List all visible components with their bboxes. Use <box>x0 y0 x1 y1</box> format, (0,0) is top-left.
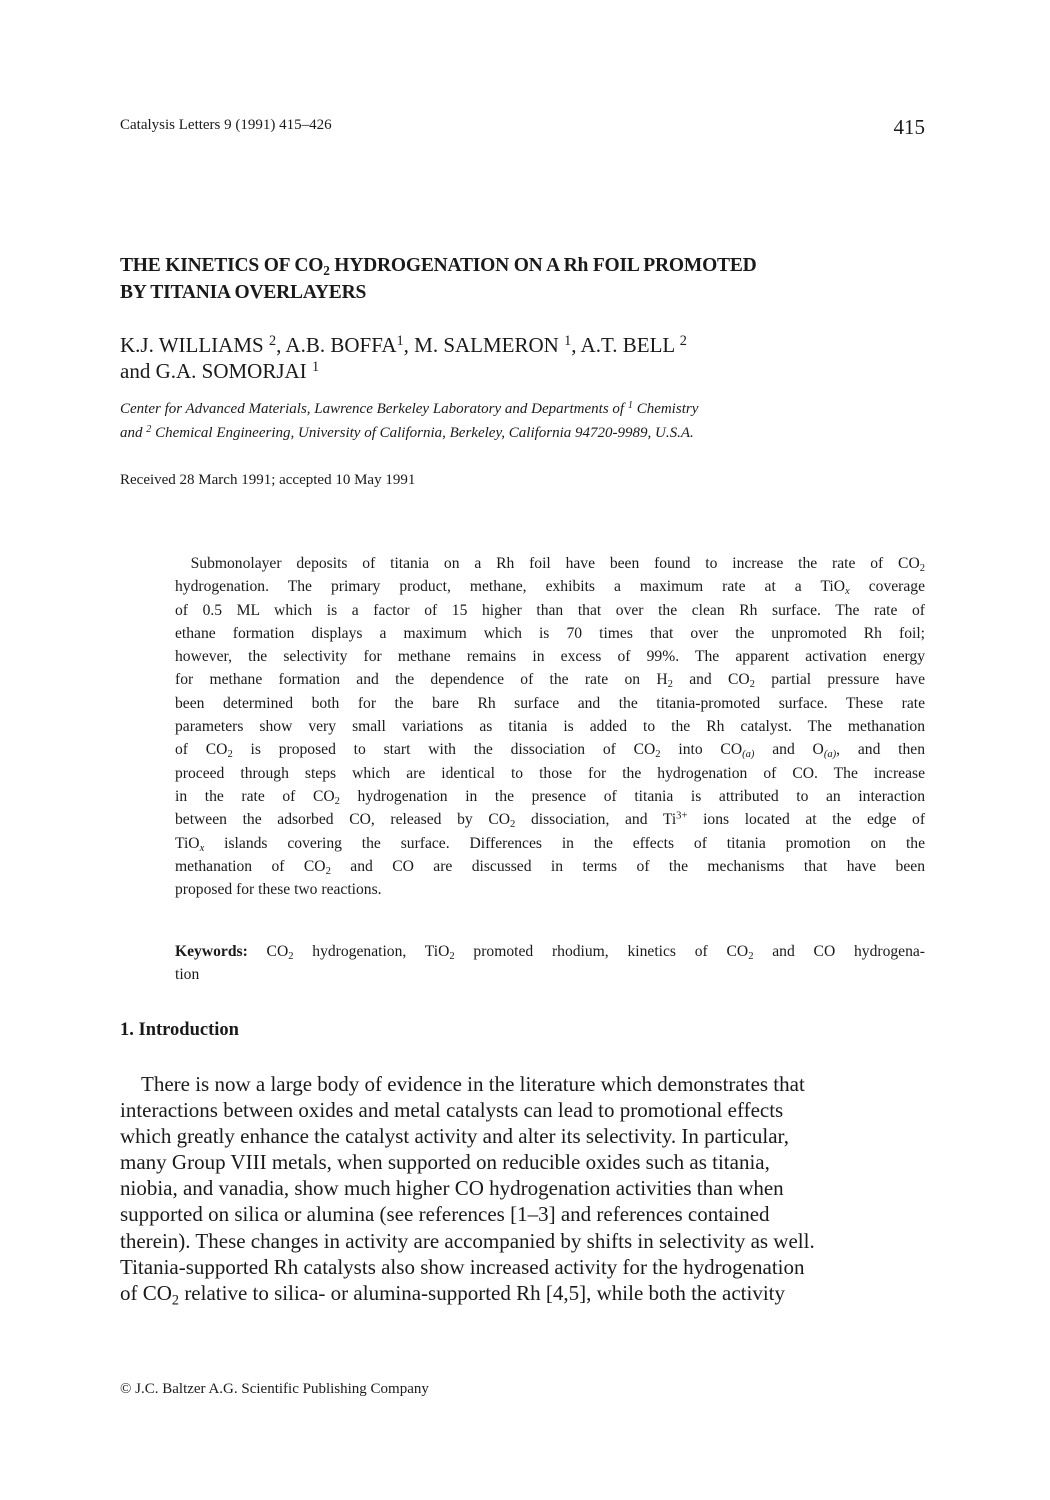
superscript: 2 <box>679 332 687 349</box>
superscript: 1 <box>396 332 404 349</box>
subscript: (a) <box>823 749 837 761</box>
text-line: parameters show very small variations as titania is added to the Rh catalyst. The methanation <box>175 718 925 736</box>
text-line: Titania-supported Rh catalysts also show increased activity for the hydrogenation <box>120 1254 805 1279</box>
text-line: proceed through steps which are identical to those for the hydrogenation of CO. The increase <box>175 764 925 782</box>
superscript: 1 <box>564 332 572 349</box>
paper-title <box>120 252 925 306</box>
subscript: (a) <box>742 749 755 761</box>
text-line: tion <box>175 966 200 984</box>
text-line: therein). These changes in activity are accompanied by shifts in selectivity as well. <box>120 1228 815 1253</box>
text-line: supported on silica or alumina (see references [1–3] and references contained <box>120 1202 770 1227</box>
text-line: THE KINETICS OF $CO_2$ HYDROGENATION ON A Rh FOIL PROMOTED <box>120 255 757 278</box>
text-line: hydrogenation. The primary product, methane, exhibits a maximum rate at a TiO$_x$ coverage <box>175 578 925 598</box>
text-line: Center for Advanced Materials, Lawrence Berkeley Laboratory and Departments of $^1$ Chemistry <box>120 399 699 417</box>
text-line: Submonolayer deposits of titania on a Rh foil have been found to increase the rate of $CO_2$ <box>175 555 925 575</box>
text-line: many Group VIII metals, when supported on reducible oxides such as titania, <box>120 1150 770 1175</box>
subscript: 2 <box>748 951 754 963</box>
subscript: 2 <box>325 866 331 878</box>
text-line: in the rate of $CO_2$ hydrogenation in the presence of titania is attributed to an interaction <box>175 787 925 808</box>
superscript: 1 <box>627 399 633 411</box>
page-number: 415 <box>893 115 925 139</box>
text-line: interactions between oxides and metal catalysts can lead to promotional effects <box>120 1098 784 1123</box>
text-line: and $^2$ Chemical Engineering, University of California, Berkeley, California 94720-9989, U.S.A. <box>120 423 694 441</box>
subscript: 2 <box>919 563 925 575</box>
text-line: of $CO_2$ is proposed to start with the dissociation of $CO_2$ into $CO_{(a)}$ and $O_{(a)}$, and then <box>175 741 926 761</box>
text-line: BY TITANIA OVERLAYERS <box>120 282 367 303</box>
text-line: proposed for these two reactions. <box>175 881 382 899</box>
subscript: 2 <box>323 262 330 278</box>
text-line: and G.A. SOMORJAI $^1$ <box>120 358 320 383</box>
text-line: K.J. WILLIAMS $^2$, A.B. BOFFA$^1$, M. SALMERON $^1$, A.T. BELL $^2$ <box>120 332 687 357</box>
subscript: 2 <box>749 679 755 691</box>
text-line: Keywords: $CO_2$ hydrogenation, TiO$_2$ promoted rhodium, kinetics of $CO_2$ and CO hydrogena- <box>175 943 926 963</box>
text-line: which greatly enhance the catalyst activity and alter its selectivity. In particular, <box>120 1124 789 1149</box>
keywords-label: Keywords: <box>175 943 248 960</box>
copyright-footer: © J.C. Baltzer A.G. Scientific Publishing Company <box>120 1381 429 1397</box>
subscript: x <box>199 842 205 854</box>
superscript: 1 <box>311 358 320 375</box>
running-head: Catalysis Letters 9 (1991) 415–426 <box>120 117 332 133</box>
section-heading-introduction: 1. Introduction <box>120 1020 239 1040</box>
received-dates: Received 28 March 1991; accepted 10 May 1991 <box>120 472 416 488</box>
text-line: There is now a large body of evidence in the literature which demonstrates that <box>120 1072 805 1096</box>
text-line: TiO$_x$ islands covering the surface. Differences in the effects of titania promotion on the <box>175 834 925 854</box>
subscript: x <box>845 586 850 598</box>
author-list <box>120 332 687 384</box>
affiliation <box>120 397 698 445</box>
superscript: 2 <box>268 332 277 349</box>
text-line: between the adsorbed CO, released by $CO_2$ dissociation, and $Ti^{3+}$ ions located at the edge of <box>175 810 926 831</box>
subscript: 2 <box>171 1292 180 1309</box>
introduction-body <box>120 1071 925 1309</box>
text-line: however, the selectivity for methane remains in excess of 99%. The apparent activation energy <box>175 648 925 666</box>
text-line: of $CO_2$ relative to silica- or alumina-supported Rh [4,5], while both the activity <box>120 1280 785 1309</box>
superscript: 2 <box>146 423 152 435</box>
subscript: 2 <box>288 951 294 963</box>
subscript: 2 <box>449 951 455 963</box>
subscript: 2 <box>227 749 233 761</box>
text-line: of 0.5 ML which is a factor of 15 higher than that over the clean Rh surface. The rate of <box>175 601 925 619</box>
text-line: ethane formation displays a maximum which is 70 times that over the unpromoted Rh foil; <box>175 624 925 642</box>
abstract <box>175 552 925 901</box>
superscript: 3+ <box>676 810 688 822</box>
subscript: 2 <box>510 819 516 831</box>
keywords <box>175 940 925 987</box>
text-line: for methane formation and the dependence of the rate on $H_2$ and $CO_2$ partial pressure have <box>175 671 926 691</box>
text-line: methanation of $CO_2$ and CO are discussed in terms of the mechanisms that have been <box>175 857 925 878</box>
text-line: niobia, and vanadia, show much higher CO hydrogenation activities than when <box>120 1176 784 1201</box>
subscript: 2 <box>655 749 661 761</box>
subscript: 2 <box>334 796 340 808</box>
subscript: 2 <box>667 679 673 691</box>
text-line: been determined both for the bare Rh surface and the titania-promoted surface. These rate <box>175 694 925 712</box>
keywords-text <box>175 940 925 987</box>
